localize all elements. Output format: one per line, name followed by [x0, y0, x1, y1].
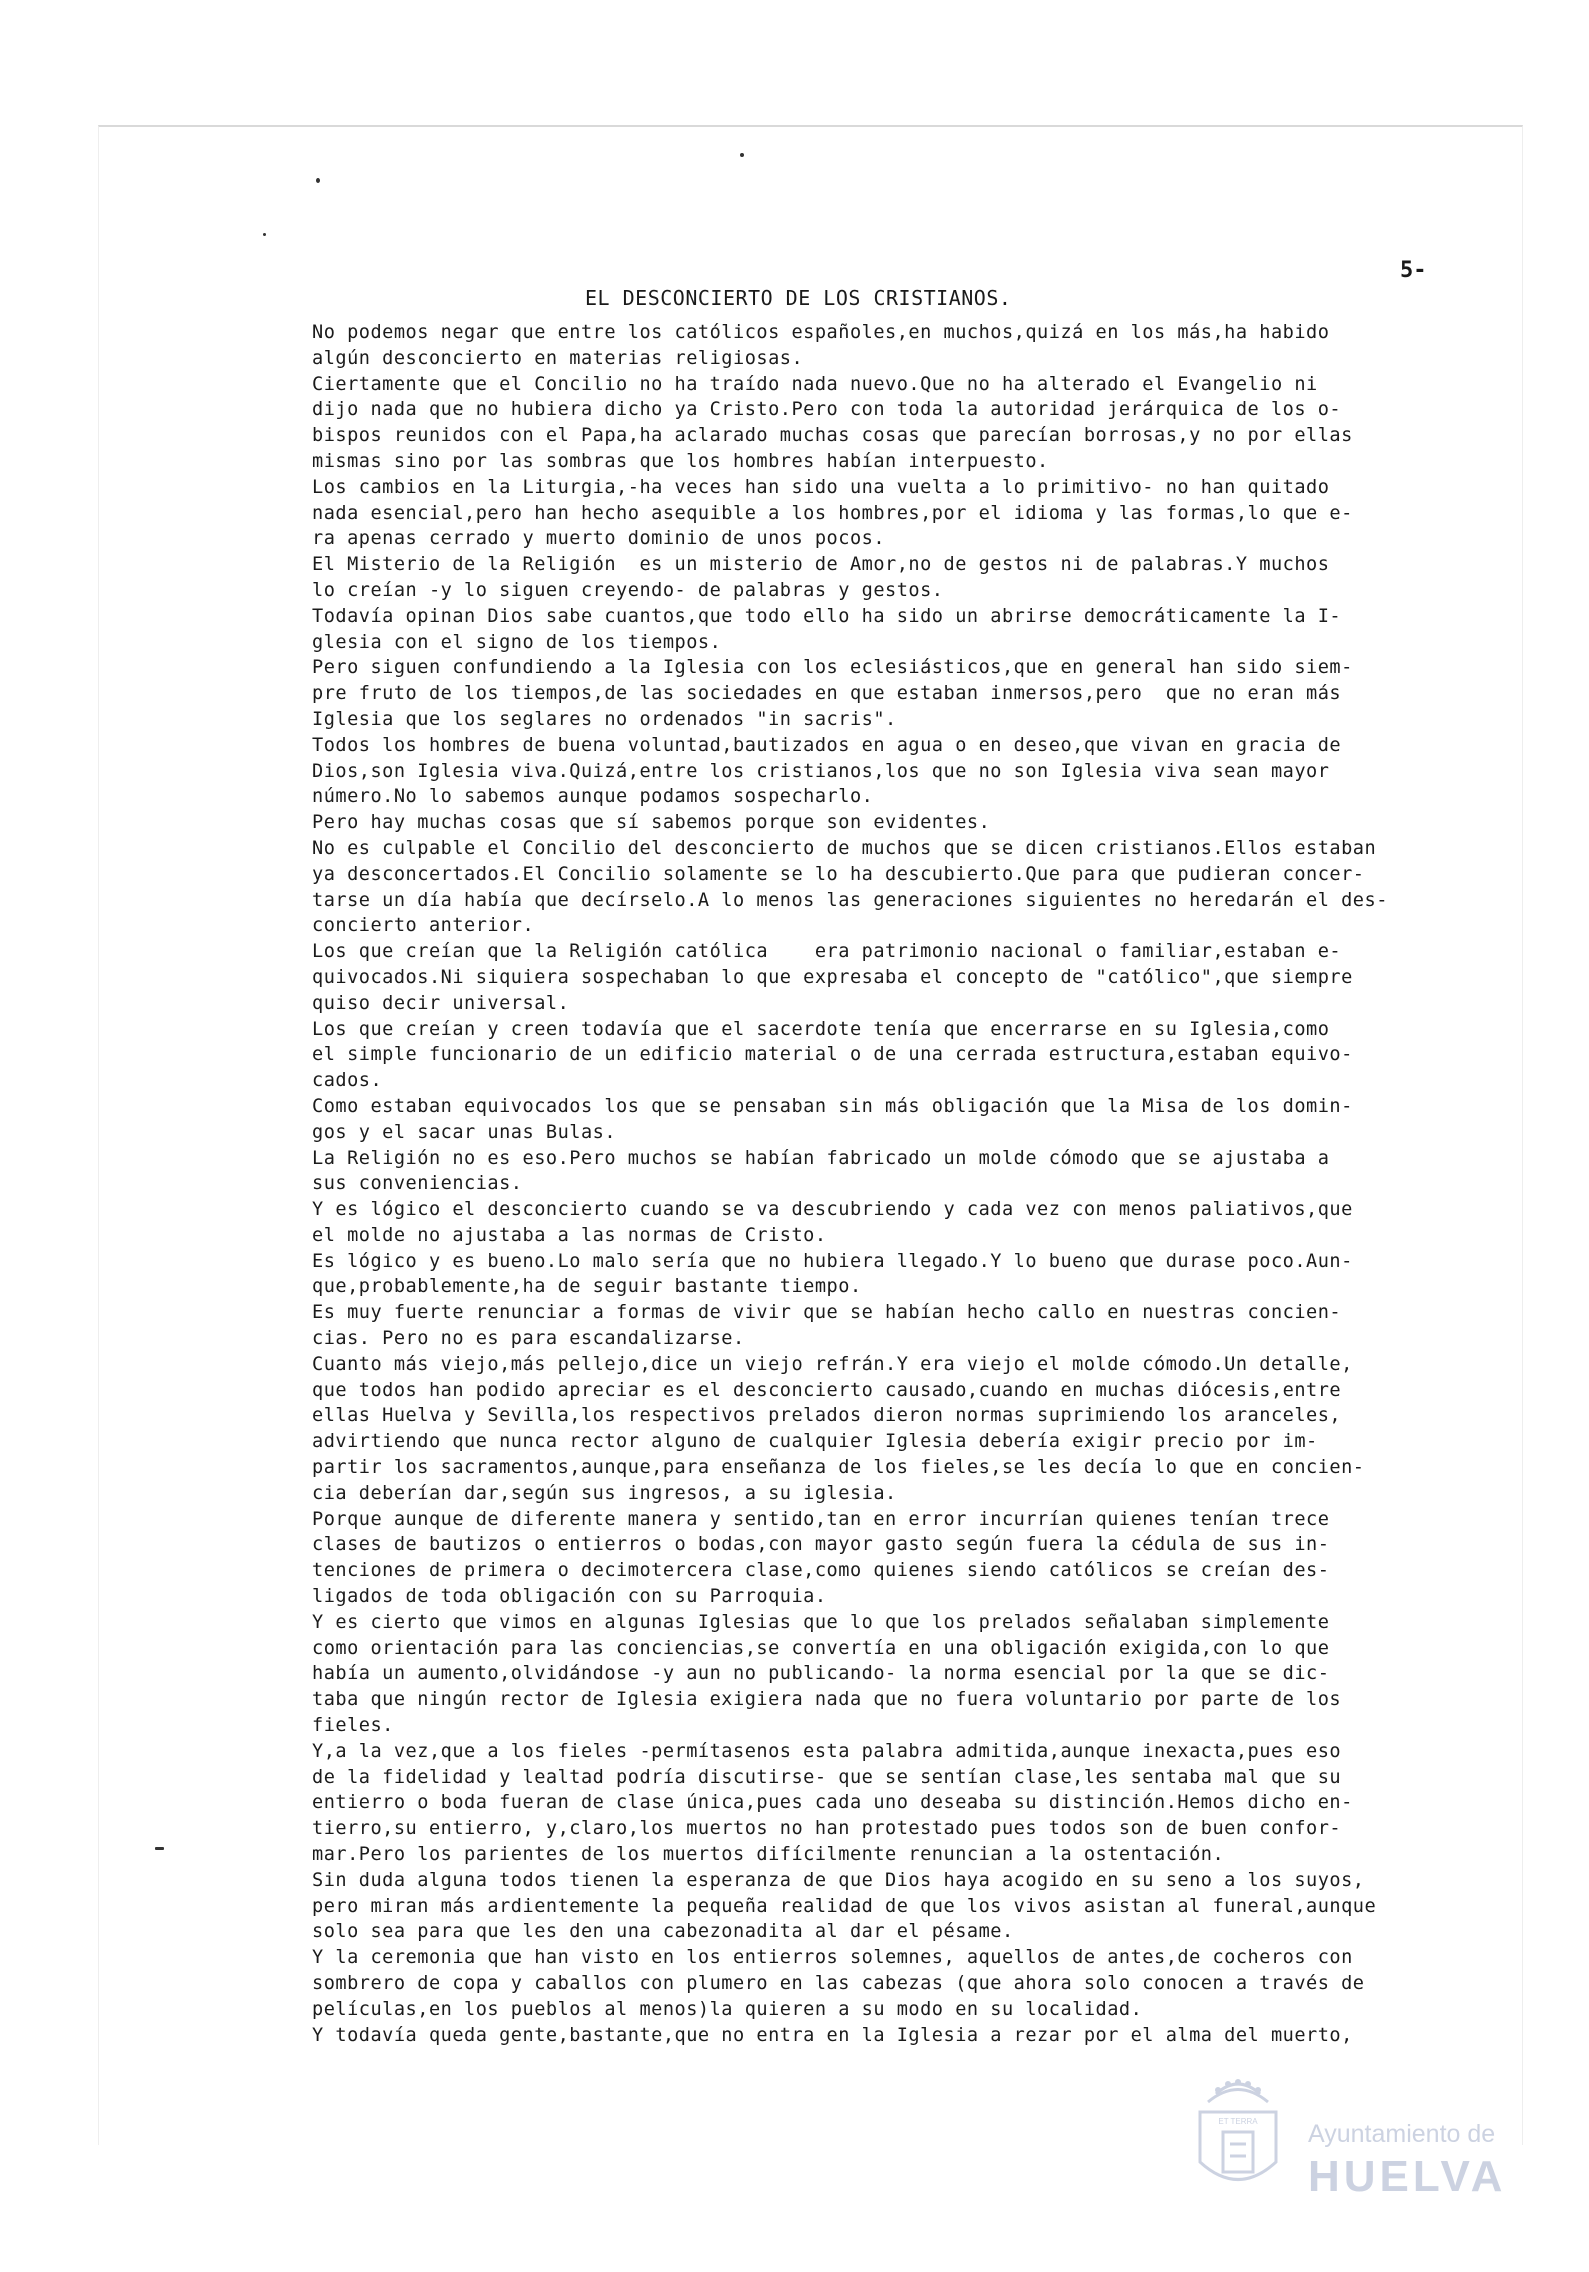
text-line: Todavía opinan Dios sabe cuantos,que todo ello ha sido un abrirse democráticamente la I- — [312, 605, 1342, 627]
text-line: algún desconcierto en materias religiosas. — [312, 347, 804, 369]
text-line: Y,a la vez,que a los fieles -permítasenos esta palabra admitida,aunque inexacta,pues eso — [312, 1740, 1342, 1762]
text-line: películas,en los pueblos al menos)la quieren a su modo en su localidad. — [312, 1998, 1143, 2020]
text-line: número.No lo sabemos aunque podamos sospecharlo. — [312, 786, 874, 808]
text-line: cia deberían dar,según sus ingresos, a su iglesia. — [312, 1482, 897, 1504]
text-line: mar.Pero los parientes de los muertos difícilmente renuncian a la ostentación. — [312, 1844, 1225, 1866]
text-line: Los cambios en la Liturgia,-ha veces han sido una vuelta a lo primitivo- no han quitado — [312, 476, 1330, 498]
text-line: pero miran más ardientemente la pequeña realidad de que los vivos asistan al funeral,aunque — [312, 1895, 1377, 1917]
text-line: dijo nada que no hubiera dicho ya Cristo.Pero con toda la autoridad jerárquica de los o- — [312, 399, 1342, 421]
text-line: mismas sino por las sombras que los hombres habían interpuesto. — [312, 450, 1049, 472]
scan-speck — [740, 153, 744, 157]
text-line: entierro o boda fueran de clase única,pues cada uno deseaba su distinción.Hemos dicho en- — [312, 1792, 1353, 1814]
text-line: Pero hay muchas cosas que sí sabemos porque son evidentes. — [312, 812, 991, 834]
text-line: Dios,son Iglesia viva.Quizá,entre los cristianos,los que no son Iglesia viva sean mayor — [312, 760, 1330, 782]
text-line: Y es cierto que vimos en algunas Iglesias que lo que los prelados señalaban simplemente — [312, 1611, 1330, 1633]
text-line: como orientación para las conciencias,se convertía en una obligación exigida,con lo que — [312, 1637, 1330, 1659]
text-line: Iglesia que los seglares no ordenados "in sacris". — [312, 708, 897, 730]
text-line: partir los sacramentos,aunque,para enseñanza de los fieles,se les decía lo que en concien- — [312, 1457, 1365, 1479]
text-line: advirtiendo que nunca rector alguno de cualquier Iglesia debería exigir precio por im- — [312, 1431, 1318, 1453]
text-line: Y es lógico el desconcierto cuando se va descubriendo y cada vez con menos paliativos,que — [312, 1199, 1353, 1221]
text-line: cias. Pero no es para escandalizarse. — [312, 1328, 745, 1350]
text-line: Ciertamente que el Concilio no ha traído nada nuevo.Que no ha alterado el Evangelio ni — [312, 373, 1318, 395]
text-line: clases de bautizos o entierros o bodas,con mayor gasto según fuera la cédula de sus in- — [312, 1534, 1330, 1556]
crest-text: ET TERRA — [1218, 2117, 1258, 2126]
watermark-line2: HUELVA — [1308, 2152, 1507, 2201]
text-line: tarse un día había que decírselo.A lo menos las generaciones siguientes no heredarán el des- — [312, 889, 1388, 911]
text-line: nada esencial,pero han hecho asequible a los hombres,por el idioma y las formas,lo que e- — [312, 502, 1353, 524]
text-line: No es culpable el Concilio del desconcierto de muchos que se dicen cristianos.Ellos estaban — [312, 837, 1377, 859]
text-line: Es muy fuerte renunciar a formas de vivir que se habían hecho callo en nuestras concien- — [312, 1302, 1342, 1324]
text-line: cados. — [312, 1070, 383, 1092]
page-number: 5- — [1400, 258, 1427, 283]
text-line: que todos han podido apreciar es el desconcierto causado,cuando en muchas diócesis,entre — [312, 1379, 1342, 1401]
text-line: taba que ningún rector de Iglesia exigiera nada que no fuera voluntario por parte de los — [312, 1689, 1342, 1711]
scan-speck — [316, 178, 320, 183]
text-line: Como estaban equivocados los que se pensaban sin más obligación que la Misa de los domin- — [312, 1095, 1353, 1117]
text-line: Los que creían y creen todavía que el sacerdote tenía que encerrarse en su Iglesia,como — [312, 1018, 1330, 1040]
text-line: El Misterio de la Religión es un misterio de Amor,no de gestos ni de palabras.Y muchos — [312, 554, 1330, 576]
text-line: el molde no ajustaba a las normas de Cristo. — [312, 1224, 827, 1246]
text-line: gos y el sacar unas Bulas. — [312, 1121, 617, 1143]
text-line: La Religión no es eso.Pero muchos se habían fabricado un molde cómodo que se ajustaba a — [312, 1147, 1330, 1169]
document-title: EL DESCONCIERTO DE LOS CRISTIANOS. — [585, 286, 1012, 310]
text-line: Porque aunque de diferente manera y sentido,tan en error incurrían quienes tenían trece — [312, 1508, 1330, 1530]
text-line: Pero siguen confundiendo a la Iglesia con los eclesiásticos,que en general han sido siem- — [312, 657, 1353, 679]
scan-speck — [263, 233, 266, 236]
text-line: sombrero de copa y caballos con plumero en las cabezas (que ahora solo conocen a través de — [312, 1973, 1365, 1994]
text-line: No podemos negar que entre los católicos españoles,en muchos,quizá en los más,ha habido — [312, 322, 1330, 343]
text-line: tierro,su entierro, y,claro,los muertos no han protestado pues todos son de buen confor- — [312, 1818, 1342, 1840]
scan-speck — [155, 1847, 164, 1850]
city-crest-icon — [1178, 2072, 1298, 2202]
text-line: concierto anterior. — [312, 915, 535, 937]
text-line: ligados de toda obligación con su Parroquia. — [312, 1586, 827, 1608]
text-line: Cuanto más viejo,más pellejo,dice un viejo refrán.Y era viejo el molde cómodo.Un detalle, — [312, 1353, 1353, 1375]
watermark — [1178, 2072, 1518, 2202]
text-line: tenciones de primera o decimotercera clase,como quienes siendo católicos se creían des- — [312, 1560, 1330, 1582]
text-line: bispos reunidos con el Papa,ha aclarado muchas cosas que parecían borrosas,y no por ellas — [312, 425, 1353, 447]
text-line: Los que creían que la Religión católica era patrimonio nacional o familiar,estaban e- — [312, 941, 1342, 963]
watermark-line1: Ayuntamiento de — [1308, 2120, 1496, 2148]
text-line: fieles. — [312, 1715, 394, 1737]
text-line: sus conveniencias. — [312, 1173, 523, 1195]
document-body — [312, 320, 1477, 2048]
text-line: el simple funcionario de un edificio material o de una cerrada estructura,estaban equivo- — [312, 1044, 1353, 1066]
text-line: quivocados.Ni siquiera sospechaban lo que expresaba el concepto de "católico",que siempre — [312, 966, 1353, 988]
text-line: que,probablemente,ha de seguir bastante tiempo. — [312, 1276, 862, 1298]
text-line: Y todavía queda gente,bastante,que no entra en la Iglesia a rezar por el alma del muerto, — [312, 2024, 1353, 2046]
text-line: ya desconcertados.El Concilio solamente se lo ha descubierto.Que para que pudieran concer- — [312, 863, 1365, 885]
text-line: ellas Huelva y Sevilla,los respectivos prelados dieron normas suprimiendo los aranceles, — [312, 1405, 1342, 1427]
text-line: glesia con el signo de los tiempos. — [312, 631, 722, 653]
text-line: solo sea para que les den una cabezonadita al dar el pésame. — [312, 1921, 1014, 1943]
text-line: Y la ceremonia que han visto en los entierros solemnes, aquellos de antes,de cocheros con — [312, 1947, 1353, 1969]
text-line: Es lógico y es bueno.Lo malo sería que no hubiera llegado.Y lo bueno que durase poco.Aun- — [312, 1250, 1353, 1272]
text-line: ra apenas cerrado y muerto dominio de unos pocos. — [312, 528, 886, 550]
text-line: había un aumento,olvidándose -y aun no publicando- la norma esencial por la que se dic- — [312, 1663, 1330, 1685]
text-line: Todos los hombres de buena voluntad,bautizados en agua o en deseo,que vivan en gracia de — [312, 734, 1342, 756]
text-line: pre fruto de los tiempos,de las sociedades en que estaban inmersos,pero que no eran más — [312, 683, 1342, 705]
text-line: lo creían -y lo siguen creyendo- de palabras y gestos. — [312, 579, 944, 601]
text-line: de la fidelidad y lealtad podría discutirse- que se sentían clase,les sentaba mal que su — [312, 1766, 1342, 1788]
text-line: Sin duda alguna todos tienen la esperanza de que Dios haya acogido en su seno a los suyos, — [312, 1869, 1365, 1891]
text-line: quiso decir universal. — [312, 992, 570, 1014]
